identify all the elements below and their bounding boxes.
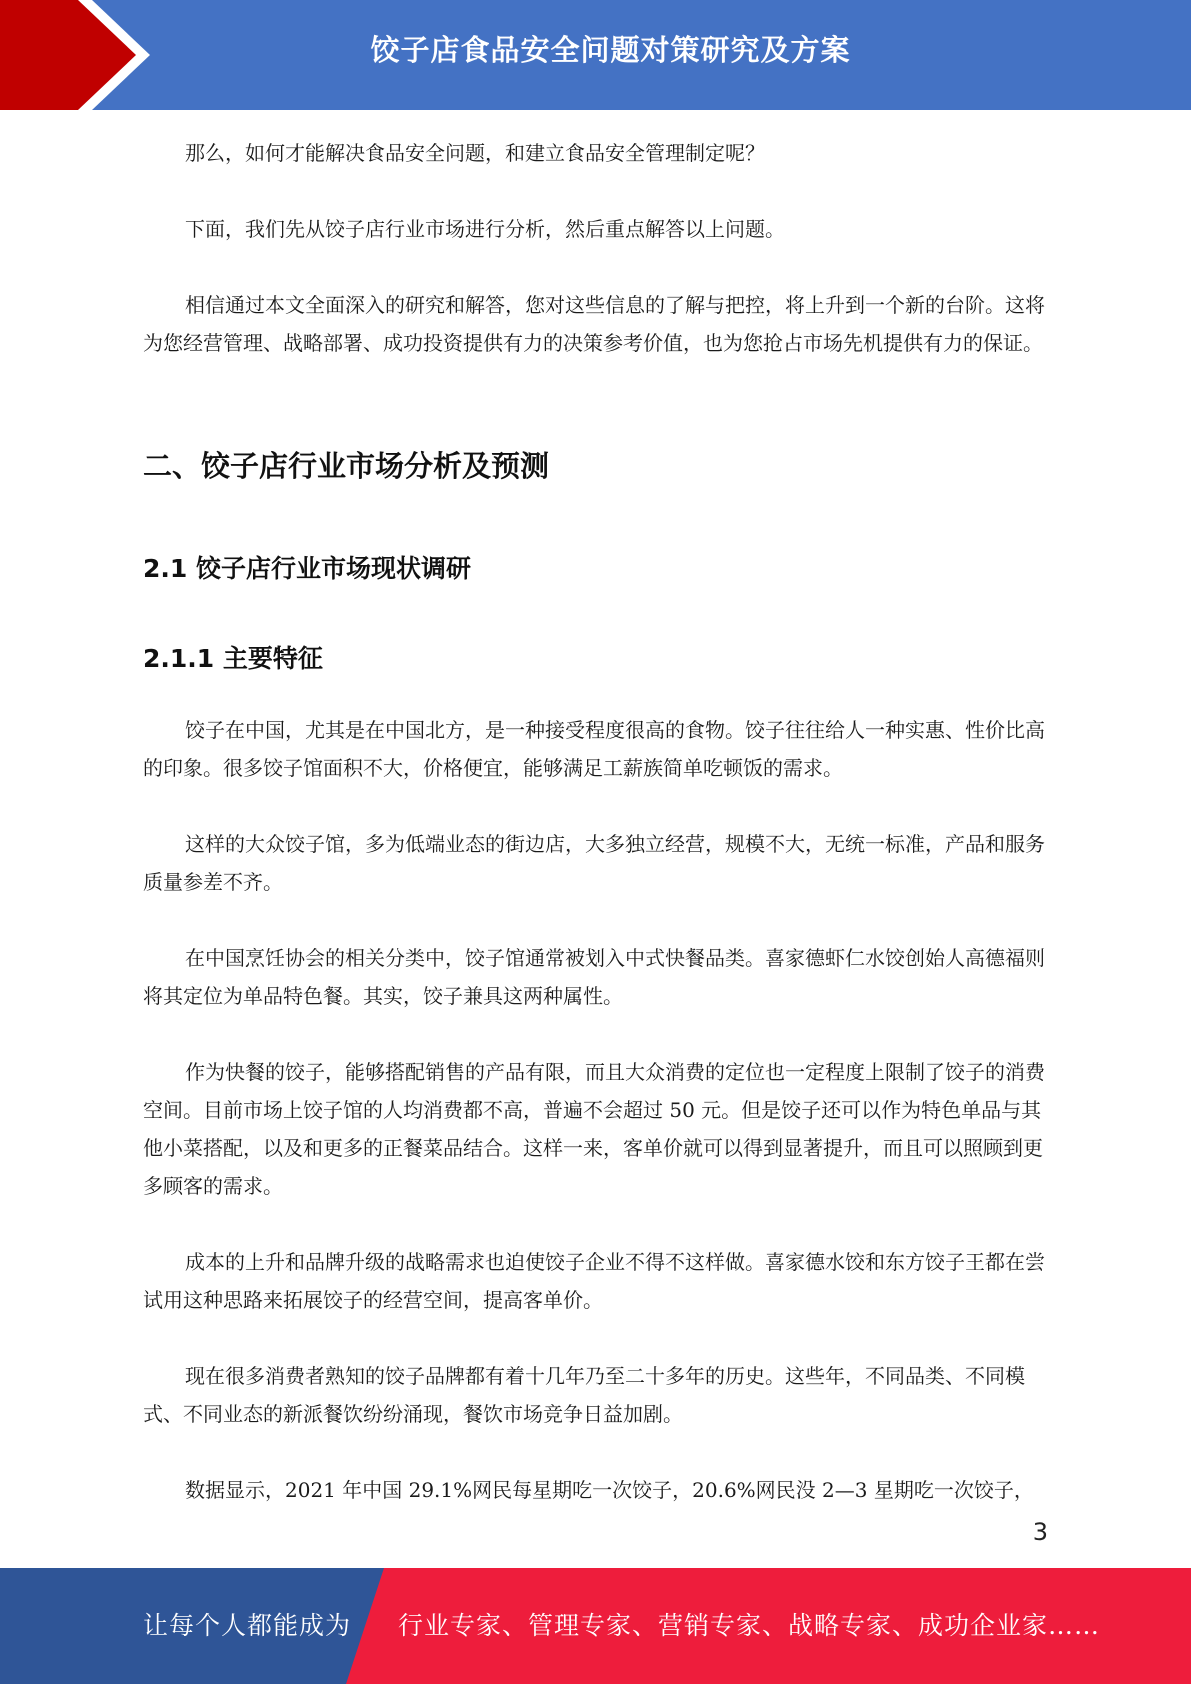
page-header bbox=[0, 0, 1191, 110]
paragraph: 那么，如何才能解决食品安全问题，和建立食品安全管理制定呢？ bbox=[185, 141, 765, 165]
document-title: 饺子店食品安全问题对策研究及方案 bbox=[370, 33, 851, 67]
paragraph: 这样的大众饺子馆，多为低端业态的街边店，大多独立经营，规模不大，无统一标准，产品和服务质量参差不齐。 bbox=[143, 832, 1045, 894]
paragraph: 成本的上升和品牌升级的战略需求也迫使饺子企业不得不这样做。喜家德水饺和东方饺子王都在尝试用这种思路来拓展饺子的经营空间，提高客单价。 bbox=[143, 1250, 1045, 1312]
footer-slogan-left: 让每个人都能成为 bbox=[143, 1611, 352, 1640]
subsubsection-heading: 2.1.1 主要特征 bbox=[143, 644, 323, 673]
paragraph: 饺子在中国，尤其是在中国北方，是一种接受程度很高的食物。饺子往往给人一种实惠、性价比高的印象。很多饺子馆面积不大，价格便宜，能够满足工薪族简单吃顿饭的需求。 bbox=[143, 718, 1045, 780]
subsection-heading: 2.1 饺子店行业市场现状调研 bbox=[143, 554, 471, 583]
section-heading: 二、饺子店行业市场分析及预测 bbox=[143, 449, 550, 483]
paragraph: 相信通过本文全面深入的研究和解答，您对这些信息的了解与把控，将上升到一个新的台阶。这将为您经营管理、战略部署、成功投资提供有力的决策参考价值，也为您抢占市场先机提供有力的保证。 bbox=[143, 293, 1045, 355]
page-footer bbox=[0, 1568, 1191, 1684]
footer-slogan-right: 行业专家、管理专家、营销专家、战略专家、成功企业家…… bbox=[398, 1611, 1101, 1640]
paragraph: 在中国烹饪协会的相关分类中，饺子馆通常被划入中式快餐品类。喜家德虾仁水饺创始人高德福则将其定位为单品特色餐。其实，饺子兼具这两种属性。 bbox=[143, 946, 1045, 1008]
paragraph: 作为快餐的饺子，能够搭配销售的产品有限，而且大众消费的定位也一定程度上限制了饺子的消费空间。目前市场上饺子馆的人均消费都不高，普遍不会超过 50 元。但是饺子还可以作为特色单品与其他小菜搭配，以及和更多的正餐菜品结合。这样一来，客单价就可以得到显著提升，而且可以照顾到更多顾客的需求。 bbox=[143, 1060, 1045, 1198]
paragraph: 下面，我们先从饺子店行业市场进行分析，然后重点解答以上问题。 bbox=[185, 217, 785, 241]
paragraph: 数据显示，2021 年中国 29.1%网民每星期吃一次饺子，20.6%网民没 2—3 星期吃一次饺子， bbox=[185, 1478, 1034, 1502]
paragraph: 现在很多消费者熟知的饺子品牌都有着十几年乃至二十多年的历史。这些年，不同品类、不同模式、不同业态的新派餐饮纷纷涌现，餐饮市场竞争日益加剧。 bbox=[143, 1364, 1025, 1426]
page-number: 3 bbox=[1032, 1518, 1048, 1546]
